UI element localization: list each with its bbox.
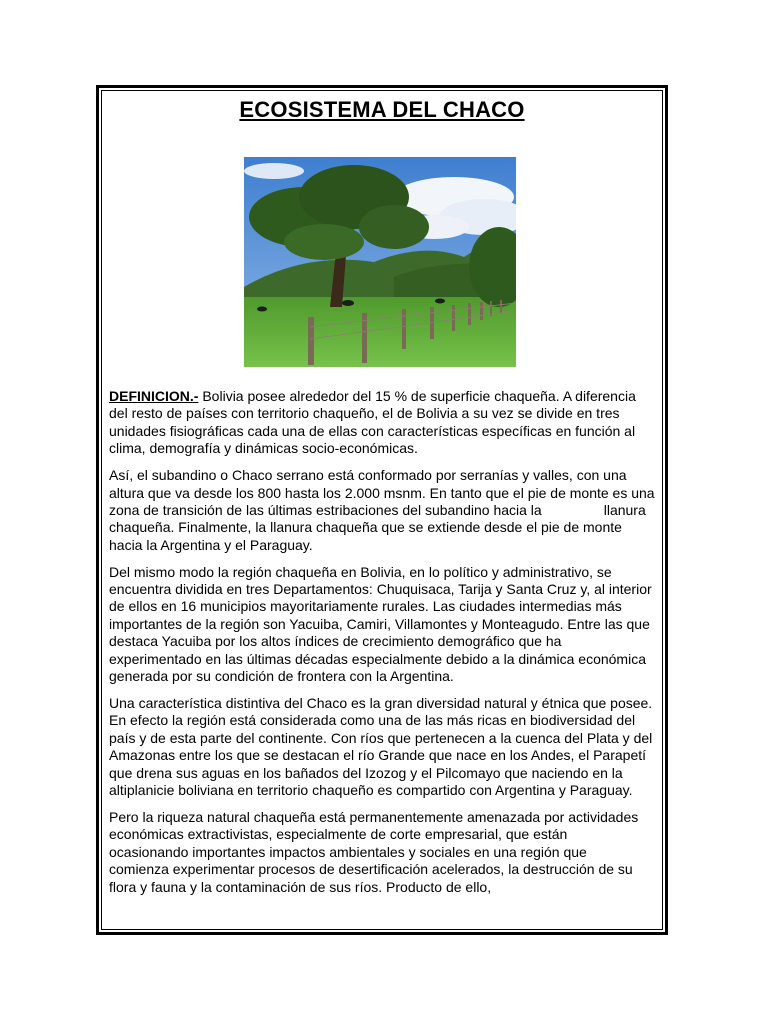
paragraph-2-text-b: llanura chaqueña. Finalmente, la llanura chaqueña que se extiende desde el pie de monte hacia la Argentina y el Paraguay.	[109, 501, 646, 553]
paragraph-5	[109, 809, 655, 896]
page-inner-border	[101, 90, 663, 930]
chaco-landscape-photo	[244, 157, 516, 367]
page-border	[96, 85, 668, 935]
paragraph-4: Una característica distintiva del Chaco es la gran diversidad natural y étnica que posee. En efecto la región está considerada como una de las más ricas en biodiversidad del país y de esta parte del continente. Con ríos que pertenecen a la cuenca del Plata y del Amazonas entre los que se destacan el río Grande que nace en los Andes, el Parapetí que drena sus aguas en los bañados del Izozog y el Pilcomayo que naciendo en la altiplanicie boliviana en territorio chaqueño es compartido con Argentina y Paraguay.	[109, 695, 653, 799]
paragraph-5-text-b: ocasionando importantes impactos ambientales y sociales en una región que	[109, 843, 587, 860]
document-body	[109, 388, 655, 905]
paragraph-2	[109, 467, 655, 554]
paragraph-1-text: Bolivia posee alrededor del 15 % de superficie chaqueña. A diferencia del resto de países con territorio chaqueño, el de Bolivia a su vez se divide en tres unidades fisiográficas cada una de ellas con características específicas en función al clima, demografía y dinámicas socio-económicas.	[109, 388, 636, 457]
paragraph-5-text-c: comienza experimentar procesos de desertificación acelerados, la destrucción de su flora y fauna y la contaminación de sus ríos. Producto de ello,	[109, 861, 633, 895]
document-title: ECOSISTEMA DEL CHACO	[239, 97, 525, 122]
definition-label: DEFINICION.-	[109, 388, 199, 404]
paragraph-2-text-a: Así, el subandino o Chaco serrano está conformado por serranías y valles, con una altura que va desde los 800 hasta los 2.000 msnm. En tanto que el pie de monte es una zona de transición de las últimas estribaciones del subandino hacia la	[109, 467, 655, 518]
paragraph-3: Del mismo modo la región chaqueña en Bolivia, en lo político y administrativo, se encuentra dividida en tres Departamentos: Chuquisaca, Tarija y Santa Cruz y, al interior de ellos en 16 municipios mayoritariamente rurales. Las ciudades intermedias más importantes de la región son Yacuiba, Camiri, Villamontes y Monteagudo. Entre las que destaca Yacuiba por los altos índices de crecimiento demográfico que ha experimentado en las últimas décadas especialmente debido a la dinámica económica generada por su condición de frontera con la Argentina.	[109, 563, 652, 685]
paragraph-definition	[109, 388, 655, 458]
paragraph-5-text-a: Pero la riqueza natural chaqueña está permanentemente amenazada por actividades económicas extractivistas, especialmente de corte empresarial, que están	[109, 808, 639, 843]
